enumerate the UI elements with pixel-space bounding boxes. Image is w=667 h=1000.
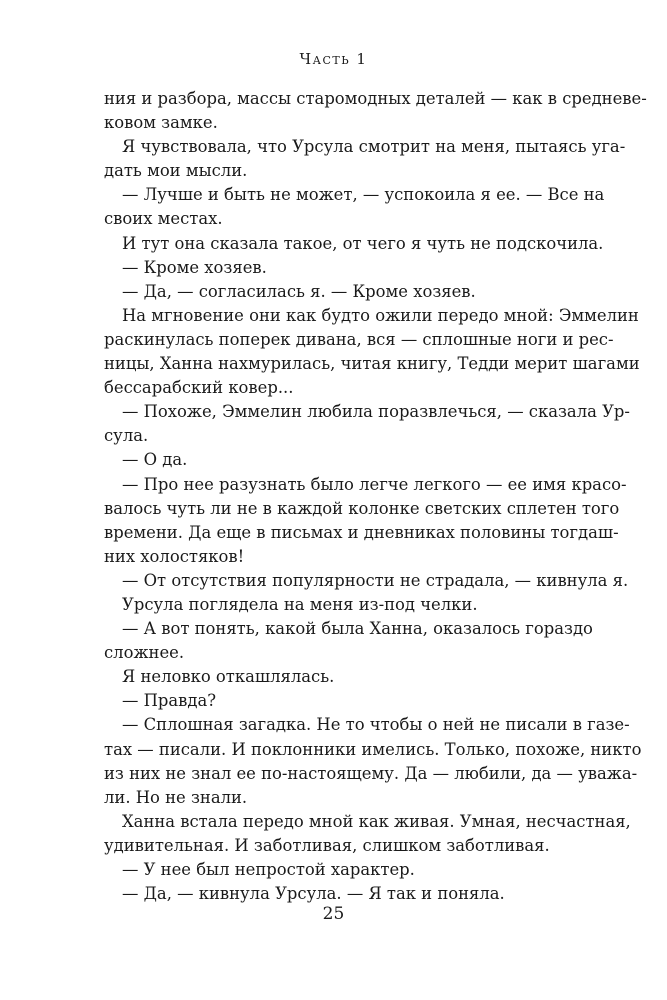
text-line: — Правда? [122,691,217,711]
text-line: — Да, — кивнула Урсула. — Я так и поняла. [122,884,505,904]
text-line: дать мои мысли. [104,161,248,181]
text-line: — Сплошная загадка. Не то чтобы о ней не писали в газе- [122,715,630,735]
text-line: ния и разбора, массы старомодных деталей — как в средневе- [104,89,647,108]
text-line: И тут она сказала такое, от чего я чуть не подскочила. [122,233,604,253]
text-line: бессарабский ковер... [104,378,294,398]
text-line: На мгновение они как будто ожили передо мной: Эммелин [122,305,639,325]
text-line: — От отсутствия популярности не страдала, — кивнула я. [122,570,629,590]
body-text [104,87,647,906]
text-line: сложнее. [104,643,185,663]
page-number: 25 [322,904,345,924]
text-line: раскинулась поперек дивана, вся — сплошные ноги и рес- [104,329,614,349]
text-line: времени. Да еще в письмах и дневниках половины тогдаш- [104,522,619,542]
text-line: ницы, Ханна нахмурилась, читая книгу, Тедди мерит шагами [104,354,640,374]
text-line: Я неловко откашлялась. [122,667,335,687]
text-line: из них не знал ее по-настоящему. Да — любили, да — уважа- [104,763,638,783]
text-line: тах — писали. И поклонники имелись. Только, похоже, никто [104,739,642,759]
text-line: — Да, — согласилась я. — Кроме хозяев. [122,281,476,301]
text-line: — Лучше и быть не может, — успокоила я ее. — Все на [122,185,605,205]
text-line: своих местах. [104,209,223,229]
text-line: сула. [104,426,149,446]
text-line: Урсула поглядела на меня из-под челки. [122,594,478,614]
text-line: — У нее был непростой характер. [122,860,415,879]
text-line: них холостяков! [104,546,245,566]
text-line: — Про нее разузнать было легче легкого — ее имя красо- [122,474,627,494]
text-line: валось чуть ли не в каждой колонке светских сплетен того [104,498,620,518]
text-line: Я чувствовала, что Урсула смотрит на меня, пытаясь уга- [122,137,626,157]
text-line: ли. Но не знали. [104,787,248,807]
text-line: — О да. [122,450,188,470]
text-line: — Кроме хозяев. [122,257,267,277]
text-line: ковом замке. [104,113,218,133]
text-line: Ханна встала передо мной как живая. Умная, несчастная, [122,811,631,831]
text-line: — Похоже, Эммелин любила поразвлечься, — сказала Ур- [122,402,630,422]
text-line: удивительная. И заботливая, слишком заботливая. [104,835,550,855]
running-header: Часть 1 [299,50,368,68]
text-line: — А вот понять, какой была Ханна, оказалось гораздо [122,619,593,639]
